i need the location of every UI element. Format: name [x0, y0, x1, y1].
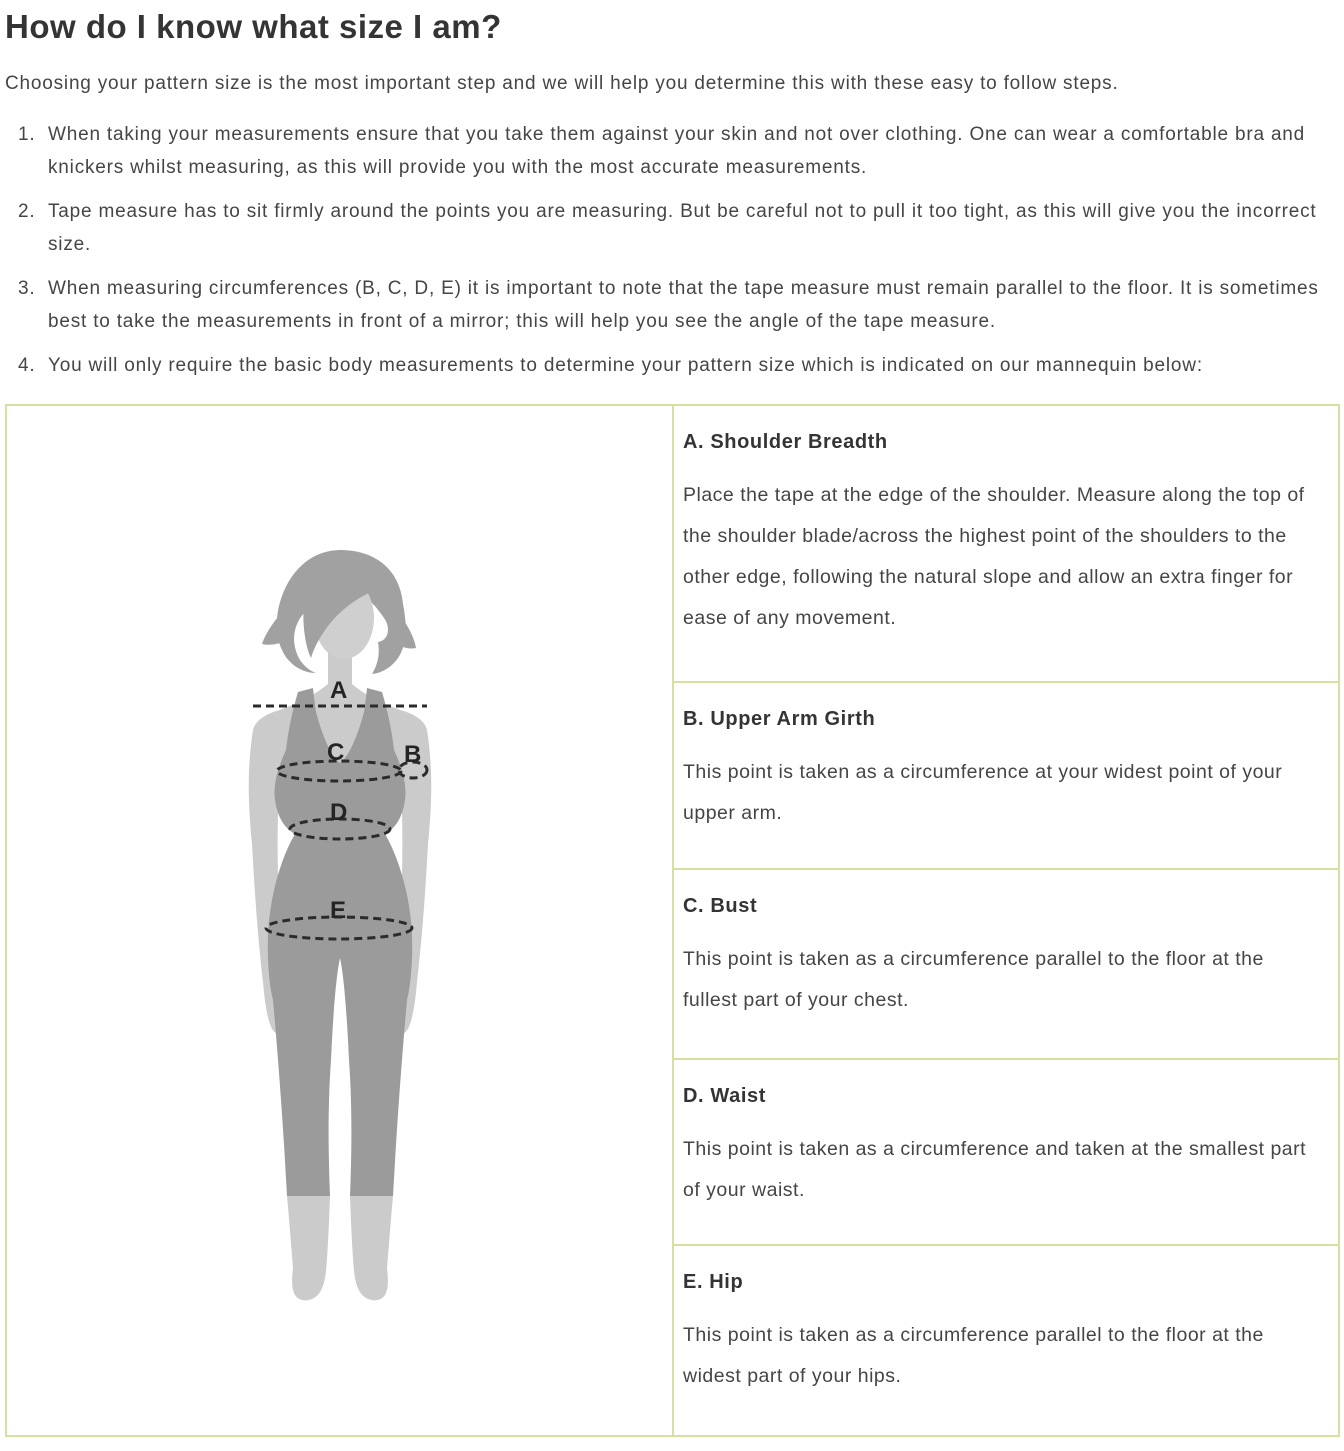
intro-text: Choosing your pattern size is the most important step and we will help you determine this with these easy to follow steps.	[5, 73, 1119, 94]
mannequin-figure-cell	[7, 406, 674, 1435]
step-number: 1.	[18, 124, 36, 145]
step-item-3	[5, 272, 1340, 338]
step-number: 4.	[18, 355, 36, 376]
shoulder-label: A	[329, 677, 347, 704]
left-lower-leg-shape	[287, 1196, 330, 1300]
measurement-heading: B. Upper Arm Girth	[683, 708, 876, 730]
measurement-description: This point is taken as a circumference and taken at the smallest part of your waist.	[683, 1138, 1307, 1201]
bust-label: C	[326, 739, 344, 766]
page-title: How do I know what size I am?	[5, 8, 502, 45]
measurement-heading: A. Shoulder Breadth	[683, 431, 888, 453]
measurement-guide-table	[5, 404, 1340, 1437]
step-item-1	[5, 118, 1340, 184]
step-number: 3.	[18, 278, 36, 299]
hip-label: E	[329, 897, 346, 924]
upper-arm-label: B	[403, 741, 421, 768]
measurement-section-bust	[674, 870, 1338, 1060]
step-item-4	[5, 349, 1340, 382]
step-text: When taking your measurements ensure that you take them against your skin and not over clothing. One can wear a comfortable bra and knickers whilst measuring, as this will provide you with the most accurate measurements.	[48, 124, 1306, 178]
mannequin-illustration	[240, 546, 440, 1306]
measurement-heading: D. Waist	[683, 1085, 766, 1107]
measurement-section-hip	[674, 1246, 1338, 1435]
step-text: When measuring circumferences (B, C, D, E) it is important to note that the tape measure must remain parallel to the floor. It is sometimes best to take the measurements in front of a mirror; this will help you see the angle of the tape measure.	[48, 278, 1319, 332]
step-item-2	[5, 195, 1340, 261]
measurement-description: This point is taken as a circumference parallel to the floor at the widest part of your hips.	[683, 1324, 1264, 1387]
waist-label: D	[329, 799, 347, 826]
measurement-heading: C. Bust	[683, 895, 758, 917]
measurement-description: This point is taken as a circumference parallel to the floor at the fullest part of your chest.	[683, 948, 1264, 1011]
steps-list	[5, 118, 1340, 382]
step-number: 2.	[18, 201, 36, 222]
step-text: You will only require the basic body measurements to determine your pattern size which is indicated on our mannequin below:	[48, 355, 1203, 376]
measurement-description: This point is taken as a circumference at your widest point of your upper arm.	[683, 761, 1283, 824]
measurement-section-shoulder	[674, 406, 1338, 683]
measurement-section-upper-arm	[674, 683, 1338, 870]
hair-wisp-left	[262, 608, 290, 645]
measurement-description: Place the tape at the edge of the shoulder. Measure along the top of the shoulder blade/across the highest point of the shoulders to the other edge, following the natural slope and allow an extra finger for ease of any movement.	[683, 484, 1305, 629]
right-lower-leg-shape	[350, 1196, 393, 1300]
measurement-heading: E. Hip	[683, 1271, 744, 1293]
measurement-section-waist	[674, 1060, 1338, 1246]
measurement-descriptions	[674, 406, 1338, 1435]
step-text: Tape measure has to sit firmly around the points you are measuring. But be careful not to pull it too tight, as this will give you the incorrect size.	[48, 201, 1317, 255]
